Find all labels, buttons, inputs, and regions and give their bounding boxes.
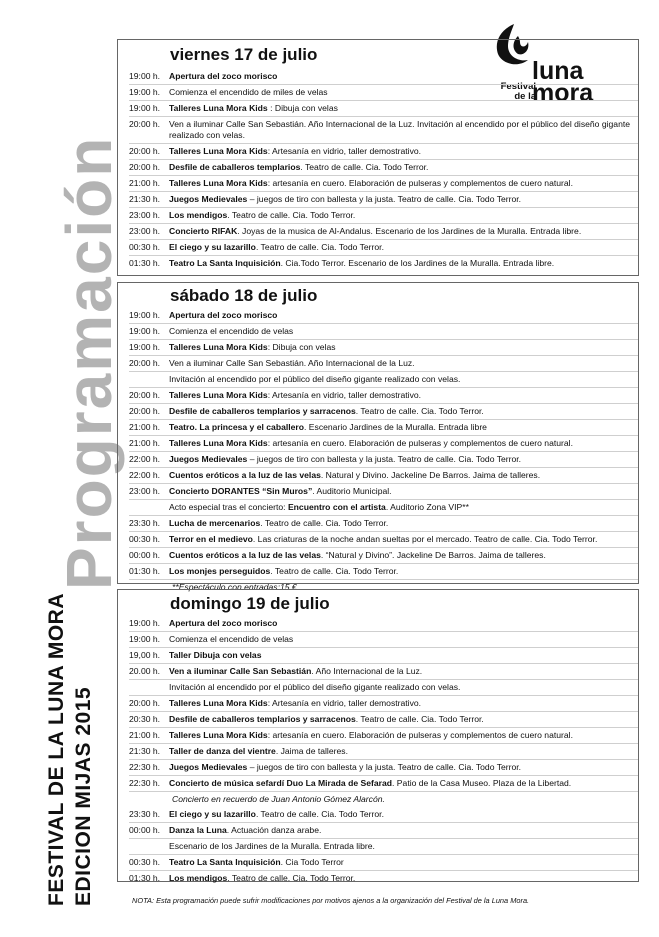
event-detail: – juegos de tiro con ballesta y la justa. Teatro de calle. Cia. Todo Terror.	[247, 454, 522, 464]
event-detail: Acto especial tras el concierto:	[169, 502, 288, 512]
schedule-list	[118, 69, 638, 271]
schedule-row	[129, 256, 638, 271]
schedule-row	[129, 308, 638, 324]
schedule-row	[129, 160, 638, 176]
schedule-row	[129, 452, 638, 468]
event-name: Teatro La Santa Inquisición	[169, 258, 281, 268]
event-description	[169, 178, 632, 189]
event-detail: . Año Internacional de la Luz.	[311, 666, 423, 676]
schedule-row	[129, 680, 638, 696]
event-description	[169, 390, 632, 401]
day-title: viernes 17 de julio	[170, 45, 318, 64]
schedule-row	[129, 776, 638, 792]
event-detail: . Cia Todo Terror	[280, 857, 344, 867]
event-time: 22:30 h.	[129, 762, 161, 772]
event-detail: : artesanía en cuero. Elaboración de pulseras y complementos de cuero natural.	[267, 438, 573, 448]
event-description	[169, 666, 632, 677]
schedule-row	[129, 664, 638, 680]
event-time: 19:00 h.	[129, 87, 161, 97]
event-description	[169, 470, 632, 481]
event-description	[169, 374, 632, 385]
day-title: domingo 19 de julio	[170, 594, 330, 613]
event-detail: – juegos de tiro con ballesta y la justa. Teatro de calle. Cia. Todo Terror.	[247, 194, 522, 204]
event-time: 20:00 h.	[129, 146, 161, 156]
event-name: Los mendigos	[169, 873, 228, 883]
schedule-row	[129, 436, 638, 452]
event-name: El ciego y su lazarillo	[169, 809, 256, 819]
event-time: 21:00 h.	[129, 730, 161, 740]
footnote: NOTA: Esta programación puede sufrir modificaciones por motivos ajenos a la organización del Festival de la Luna Mora.	[132, 896, 530, 905]
event-detail: . Jaima de talleres.	[275, 746, 348, 756]
logo-de-la: de la	[514, 91, 536, 102]
event-name: Apertura del zoco morisco	[169, 618, 278, 628]
event-description	[169, 87, 632, 98]
schedule-row	[129, 101, 638, 117]
schedule-row	[129, 372, 638, 388]
event-description	[169, 486, 632, 497]
schedule-row	[129, 176, 638, 192]
event-name: Apertura del zoco morisco	[169, 71, 278, 81]
event-name: Talleres Luna Mora Kids	[169, 342, 268, 352]
event-time: 21:00 h.	[129, 178, 161, 188]
event-detail: : Dibuja con velas	[267, 103, 338, 113]
event-time: 19:00 h.	[129, 71, 161, 81]
schedule-row	[129, 468, 638, 484]
event-time: 23:00 h.	[129, 210, 161, 220]
event-detail: . Teatro de calle. Cia. Todo Terror.	[227, 873, 356, 883]
event-name: Los mendigos	[169, 210, 228, 220]
event-time: 00:30 h.	[129, 242, 161, 252]
event-description	[169, 682, 632, 693]
event-detail: . Teatro de calle. Cia. Todo Terror.	[260, 518, 389, 528]
event-detail: . Auditorio Municipal.	[312, 486, 392, 496]
event-name: Apertura del zoco morisco	[169, 310, 278, 320]
event-detail: Invitación al encendido por el público del diseño gigante realizado con velas.	[169, 374, 461, 384]
event-time: 22:00 h.	[129, 454, 161, 464]
schedule-row	[129, 224, 638, 240]
event-detail: . Escenario Jardines de la Muralla. Entrada libre	[304, 422, 487, 432]
event-detail: . Teatro de calle. Cia. Todo Terror.	[355, 406, 484, 416]
event-name: Talleres Luna Mora Kids	[169, 178, 268, 188]
event-name: Danza la Luna	[169, 825, 227, 835]
event-description	[169, 618, 632, 629]
event-name: Ven a iluminar Calle San Sebastián	[169, 666, 312, 676]
event-time: 21:00 h.	[129, 422, 161, 432]
schedule-row	[129, 340, 638, 356]
schedule-row	[129, 839, 638, 855]
event-description	[169, 534, 632, 545]
event-detail: Comienza el encendido de velas	[169, 326, 294, 336]
schedule-row	[129, 388, 638, 404]
event-detail: . Teatro de calle. Cia. Todo Terror.	[255, 242, 384, 252]
event-time: 00:30 h.	[129, 534, 161, 544]
event-name: Teatro La Santa Inquisición	[169, 857, 281, 867]
logo-festival: Festival	[500, 81, 536, 92]
event-time: 20:00 h.	[129, 390, 161, 400]
event-name: Talleres Luna Mora Kids	[169, 698, 268, 708]
event-description	[169, 71, 632, 82]
day-box-friday	[117, 39, 639, 276]
event-time: 20:00 h.	[129, 698, 161, 708]
event-description	[169, 809, 632, 820]
event-description	[169, 518, 632, 529]
event-time: 19:00 h.	[129, 634, 161, 644]
day-title: sábado 18 de julio	[170, 286, 318, 305]
schedule-row	[129, 760, 638, 776]
event-detail: Comienza el encendido de miles de velas	[169, 87, 328, 97]
event-time: 21:30 h.	[129, 194, 161, 204]
schedule-row	[129, 192, 638, 208]
event-time: 19:00 h.	[129, 310, 161, 320]
event-name: Concierto RIFAK	[169, 226, 238, 236]
event-description	[169, 358, 632, 369]
event-time: 00:00 h.	[129, 550, 161, 560]
event-detail: . Joyas de la musica de Al-Andalus. Escenario de los Jardines de la Muralla. Entrada libre.	[237, 226, 582, 236]
schedule-list	[118, 616, 638, 886]
event-description	[169, 634, 632, 645]
schedule-row	[129, 484, 638, 500]
event-time: 22:30 h.	[129, 778, 161, 788]
schedule-row	[129, 712, 638, 728]
schedule-row	[129, 404, 638, 420]
event-name: Desfile de caballeros templarios	[169, 162, 301, 172]
event-time: 23:30 h.	[129, 518, 161, 528]
event-detail: . Auditorio Zona VIP**	[385, 502, 469, 512]
schedule-row	[129, 500, 638, 516]
event-time: 22:00 h.	[129, 470, 161, 480]
day-box-saturday	[117, 282, 639, 592]
event-description	[169, 730, 632, 741]
schedule-row	[129, 548, 638, 564]
event-description	[169, 746, 632, 757]
event-name: Talleres Luna Mora Kids	[169, 730, 268, 740]
schedule-row	[129, 85, 638, 101]
event-description	[169, 873, 632, 884]
event-detail: . Las criaturas de la noche andan sueltas por el mercado. Teatro de calle. Cia. Todo Terror.	[252, 534, 598, 544]
schedule-row	[129, 564, 638, 580]
schedule-row	[129, 744, 638, 760]
event-description	[169, 698, 632, 709]
event-detail: Escenario de los Jardines de la Muralla. Entrada libre.	[169, 841, 375, 851]
event-time: 20:30 h.	[129, 714, 161, 724]
event-description	[169, 406, 632, 417]
event-time: 20:00 h.	[129, 119, 161, 129]
event-name: Talleres Luna Mora Kids	[169, 438, 268, 448]
event-description	[169, 326, 632, 337]
event-time: 20:00 h.	[129, 162, 161, 172]
event-time: 19:00 h.	[129, 103, 161, 113]
event-time: 23:00 h.	[129, 226, 161, 236]
day-box-sunday	[117, 589, 639, 882]
event-description	[169, 422, 632, 433]
event-name: Juegos Medievales	[169, 454, 248, 464]
event-description	[169, 210, 632, 221]
event-description	[169, 841, 632, 852]
event-description	[169, 194, 632, 205]
schedule-row	[129, 516, 638, 532]
event-detail: – juegos de tiro con ballesta y la justa. Teatro de calle. Cia. Todo Terror.	[247, 762, 522, 772]
edition-name: EDICION MIJAS 2015	[72, 686, 95, 906]
event-detail: . Teatro de calle. Cia. Todo Terror.	[255, 809, 384, 819]
event-description	[172, 794, 632, 805]
event-description	[169, 226, 632, 237]
schedule-row	[129, 616, 638, 632]
event-description	[169, 146, 632, 157]
event-time: 19,00 h.	[129, 650, 161, 660]
event-detail: . Teatro de calle. Cia. Todo Terror.	[355, 714, 484, 724]
event-detail: **Espectáculo con entradas:15 €	[172, 582, 297, 592]
event-time: 01:30 h.	[129, 873, 161, 883]
event-name: Desfile de caballeros templarios y sarracenos	[169, 714, 356, 724]
event-time: 19:00 h.	[129, 342, 161, 352]
schedule-row	[129, 792, 638, 807]
program-title: Programación	[53, 135, 125, 590]
event-name: Talleres Luna Mora Kids	[169, 103, 268, 113]
event-detail: . Teatro de calle. Cia. Todo Terror.	[227, 210, 356, 220]
event-name: Teatro. La princesa y el caballero	[169, 422, 305, 432]
event-description	[169, 258, 632, 269]
event-name: Talleres Luna Mora Kids	[169, 146, 268, 156]
event-detail: . Teatro de calle. Cia. Todo Terror.	[270, 566, 399, 576]
event-description	[169, 714, 632, 725]
event-detail: : artesanía en cuero. Elaboración de pulseras y complementos de cuero natural.	[267, 178, 573, 188]
event-description	[169, 778, 632, 789]
event-time: 23:30 h.	[129, 809, 161, 819]
event-detail: : Artesanía en vidrio, taller demostrativo.	[267, 146, 422, 156]
event-description	[169, 342, 632, 353]
schedule-row	[129, 807, 638, 823]
event-name: El ciego y su lazarillo	[169, 242, 256, 252]
event-name: Concierto DORANTES “Sin Muros”	[169, 486, 313, 496]
event-detail: . Actuación danza arabe.	[226, 825, 322, 835]
event-detail: . “Natural y Divino”. Jackeline De Barros. Jaima de talleres.	[320, 550, 546, 560]
schedule-row	[129, 823, 638, 839]
event-description	[169, 242, 632, 253]
event-time: 20:00 h.	[129, 406, 161, 416]
event-name: Encuentro con el artista	[287, 502, 386, 512]
event-name: Lucha de mercenarios	[169, 518, 261, 528]
schedule-row	[129, 356, 638, 372]
event-time: 00:00 h.	[129, 825, 161, 835]
event-detail: : artesanía en cuero. Elaboración de pulseras y complementos de cuero natural.	[267, 730, 573, 740]
event-time: 01:30 h.	[129, 258, 161, 268]
event-detail: Invitación al encendido por el público del diseño gigante realizado con velas.	[169, 682, 461, 692]
event-time: 19:00 h.	[129, 618, 161, 628]
schedule-row	[129, 208, 638, 224]
schedule-row	[129, 240, 638, 256]
event-name: Talleres Luna Mora Kids	[169, 390, 268, 400]
event-description	[169, 103, 632, 114]
event-detail: Comienza el encendido de velas	[169, 634, 294, 644]
event-description	[169, 438, 632, 449]
event-name: Cuentos eróticos a la luz de las velas	[169, 470, 321, 480]
event-detail: : Artesanía en vidrio, taller demostrativo.	[267, 390, 422, 400]
event-description	[169, 502, 632, 513]
event-description	[169, 762, 632, 773]
schedule-row	[129, 728, 638, 744]
schedule-row	[129, 324, 638, 340]
event-time: 01:30 h.	[129, 566, 161, 576]
schedule-row	[129, 696, 638, 712]
event-time: 20:00 h.	[129, 358, 161, 368]
event-description	[169, 162, 632, 173]
event-name: Los monjes perseguidos	[169, 566, 271, 576]
schedule-row	[129, 871, 638, 886]
logo-luna: luna	[532, 57, 584, 85]
event-name: Juegos Medievales	[169, 762, 248, 772]
event-detail: Ven a iluminar Calle San Sebastián. Año Internacional de la Luz.	[169, 358, 415, 368]
schedule-row	[129, 117, 638, 144]
event-name: Juegos Medievales	[169, 194, 248, 204]
event-detail: . Teatro de calle. Cia. Todo Terror.	[300, 162, 429, 172]
event-description	[169, 650, 632, 661]
event-name: Concierto de música sefardí Duo La Mirada de Sefarad	[169, 778, 393, 788]
event-name: Desfile de caballeros templarios y sarracenos	[169, 406, 356, 416]
event-detail: . Cia.Todo Terror. Escenario de los Jardines de la Muralla. Entrada libre.	[280, 258, 555, 268]
schedule-row	[129, 648, 638, 664]
schedule-row	[129, 532, 638, 548]
event-name: Terror en el medievo	[169, 534, 253, 544]
event-description	[169, 119, 632, 141]
event-detail: . Patio de la Casa Museo. Plaza de la Libertad.	[392, 778, 572, 788]
event-detail: Concierto en recuerdo de Juan Antonio Gómez Alarcón.	[172, 794, 385, 804]
event-description	[169, 550, 632, 561]
event-time: 21:30 h.	[129, 746, 161, 756]
event-time: 21:00 h.	[129, 438, 161, 448]
logo-mora: mora	[532, 79, 594, 107]
event-name: Taller Dibuja con velas	[169, 650, 262, 660]
event-description	[169, 566, 632, 577]
event-time: 00:30 h.	[129, 857, 161, 867]
event-name: Cuentos eróticos a la luz de las velas	[169, 550, 321, 560]
schedule-row	[129, 69, 638, 85]
event-name: Taller de danza del vientre	[169, 746, 276, 756]
festival-name: FESTIVAL DE LA LUNA MORA	[45, 593, 68, 906]
event-detail: : Dibuja con velas	[267, 342, 336, 352]
event-time: 23:00 h.	[129, 486, 161, 496]
event-description	[169, 825, 632, 836]
event-description	[169, 454, 632, 465]
schedule-row	[129, 632, 638, 648]
event-description	[169, 310, 632, 321]
event-description	[169, 857, 632, 868]
event-detail: Ven a iluminar Calle San Sebastián. Año Internacional de la Luz. Invitación al encendido por el público del diseño gigante realizado con velas.	[169, 119, 631, 140]
schedule-row	[129, 855, 638, 871]
schedule-row	[129, 144, 638, 160]
schedule-row	[129, 420, 638, 436]
event-time: 19:00 h.	[129, 326, 161, 336]
event-detail: . Natural y Divino. Jackeline De Barros. Jaima de talleres.	[320, 470, 541, 480]
event-detail: : Artesanía en vidrio, taller demostrativo.	[267, 698, 422, 708]
event-time: 20.00 h.	[129, 666, 161, 676]
schedule-list	[118, 308, 638, 595]
